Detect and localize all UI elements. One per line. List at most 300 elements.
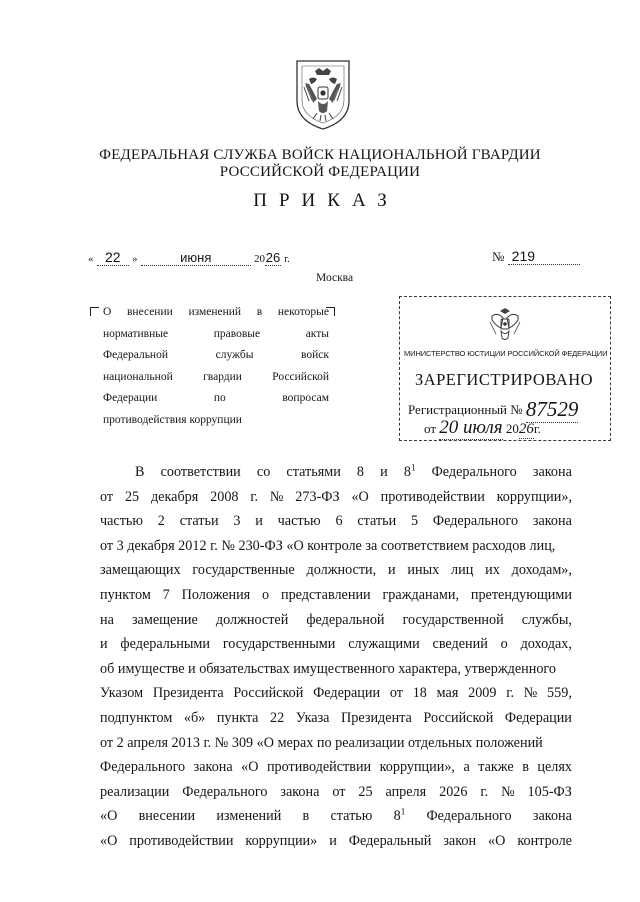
body-word-text: Положения xyxy=(181,586,251,603)
body-word xyxy=(388,558,396,583)
body-word xyxy=(295,485,339,510)
body-word xyxy=(485,558,500,583)
body-word-text: № xyxy=(269,488,284,505)
body-word xyxy=(331,804,373,829)
body-word-text: «О xyxy=(100,808,118,825)
stamp-from-label: от xyxy=(424,421,437,436)
subject-line xyxy=(103,302,329,324)
coat-of-arms-icon xyxy=(291,57,355,131)
body-word xyxy=(524,681,538,706)
date-quote-open: « xyxy=(88,253,94,265)
body-word-text: Указа xyxy=(295,709,330,726)
body-word-text: от 3 декабря 2012 г. № 230-ФЗ «О контроле за соответствием расходов лиц, xyxy=(100,537,556,554)
subject-word: гвардии xyxy=(203,370,242,383)
body-word xyxy=(385,780,426,805)
body-word-text: закона xyxy=(193,759,233,776)
body-word-text: а xyxy=(463,759,470,776)
order-date xyxy=(88,249,290,266)
body-word xyxy=(267,755,371,780)
body-word-text: претендующими xyxy=(470,586,572,603)
body-word xyxy=(488,829,505,854)
body-word xyxy=(426,804,511,829)
body-word xyxy=(357,509,396,534)
body-word xyxy=(394,804,406,829)
number-prefix: № xyxy=(492,249,505,264)
body-word xyxy=(192,558,294,583)
body-word xyxy=(432,460,517,485)
body-word-text: 8 xyxy=(356,464,365,480)
body-word xyxy=(533,509,572,534)
body-word-text: и xyxy=(329,832,337,849)
body-word-text: 7 xyxy=(162,586,170,603)
body-word-text: от xyxy=(100,488,114,505)
subject-line xyxy=(103,345,329,367)
body-word-text: 8 xyxy=(403,464,411,480)
body-word xyxy=(413,681,427,706)
body-word xyxy=(233,681,303,706)
body-word-text: контроле xyxy=(517,832,572,849)
body-line xyxy=(100,632,572,657)
body-word-text: в xyxy=(522,759,529,776)
body-word-text: г. xyxy=(480,783,489,800)
body-word-text: г. xyxy=(506,685,514,702)
body-word xyxy=(120,632,210,657)
date-year-prefix: 20 xyxy=(254,253,265,265)
body-word xyxy=(463,755,469,780)
body-word xyxy=(329,829,337,854)
body-word-text: государственной xyxy=(402,611,504,628)
body-word xyxy=(151,485,198,510)
body-word-text: «О xyxy=(488,832,506,849)
body-word xyxy=(216,804,281,829)
superscript: 1 xyxy=(400,806,406,817)
body-word xyxy=(100,534,555,559)
body-line xyxy=(100,706,572,731)
subject-word: О xyxy=(103,306,112,318)
body-word-text: противодействии xyxy=(266,759,372,776)
body-word-text: «О xyxy=(351,488,369,505)
body-line xyxy=(100,583,572,608)
body-word-text: об имуществе и обязательствах имущественного характера, утвержденного xyxy=(100,660,556,677)
body-word-text: «б» xyxy=(183,709,206,726)
body-word xyxy=(468,681,496,706)
body-word xyxy=(528,780,572,805)
body-word xyxy=(506,681,514,706)
subject-line xyxy=(103,388,329,410)
body-word xyxy=(217,706,259,731)
subject-word: службы xyxy=(215,349,254,362)
body-word-text: Российской xyxy=(233,685,304,702)
body-word xyxy=(250,485,258,510)
body-word-text: внесении xyxy=(138,808,196,825)
body-word xyxy=(100,558,181,583)
body-word xyxy=(480,780,488,805)
body-word xyxy=(280,780,319,805)
subject-line xyxy=(103,367,329,389)
body-word xyxy=(100,706,172,731)
body-line xyxy=(100,681,572,706)
order-subject xyxy=(103,302,329,432)
body-word xyxy=(512,558,572,583)
body-word-text: закон xyxy=(443,832,477,849)
body-word-text: Федерации xyxy=(504,709,572,726)
body-word xyxy=(184,706,205,731)
body-word xyxy=(100,632,108,657)
body-word xyxy=(132,608,198,633)
body-word xyxy=(443,829,476,854)
body-word-text: их xyxy=(485,562,500,579)
subject-word: Российской xyxy=(272,370,329,383)
body-word-text: № xyxy=(523,685,538,702)
subject-line xyxy=(103,410,329,432)
body-line xyxy=(100,829,572,854)
body-word xyxy=(357,460,364,485)
body-word-text: со xyxy=(256,464,271,480)
body-word xyxy=(257,460,270,485)
stamp-year-suffix: г. xyxy=(533,421,541,436)
body-word-text: и xyxy=(388,562,396,579)
body-word-text: службы, xyxy=(521,611,572,628)
stamp-year-prefix: 20 xyxy=(505,421,519,436)
body-word-text: закона xyxy=(532,808,572,825)
body-word-text: «О xyxy=(241,759,259,776)
subject-line xyxy=(103,324,329,346)
body-word xyxy=(194,755,233,780)
body-word xyxy=(521,632,572,657)
body-word-text: коррупции», xyxy=(379,759,455,776)
body-word xyxy=(281,583,371,608)
body-word-text: доходам», xyxy=(511,562,572,579)
body-word-text: 559, xyxy=(547,685,572,702)
body-word-text: Федерального xyxy=(431,464,517,480)
body-word-text: частью xyxy=(277,513,321,530)
body-word xyxy=(158,509,165,534)
body-word xyxy=(382,583,459,608)
body-word xyxy=(241,755,258,780)
body-word-text: коррупции» xyxy=(245,832,318,849)
date-quote-close: » xyxy=(132,253,138,265)
body-word xyxy=(537,755,572,780)
body-line xyxy=(100,485,572,510)
body-line xyxy=(100,731,572,756)
body-word-text: Президента xyxy=(341,709,412,726)
body-word-text: противодействии xyxy=(129,832,234,849)
body-word xyxy=(216,608,288,633)
superscript: 1 xyxy=(410,462,416,473)
body-word xyxy=(100,731,543,756)
body-word-text: коррупции», xyxy=(496,488,572,505)
body-word-text: г. xyxy=(250,488,259,505)
body-word-text: противодействии xyxy=(380,488,485,505)
order-body xyxy=(100,460,572,854)
body-word xyxy=(223,632,336,657)
subject-word: противодействия коррупции xyxy=(103,413,242,426)
body-word-text: и xyxy=(380,464,388,480)
body-word xyxy=(296,706,330,731)
subject-word: в xyxy=(256,306,263,318)
body-word-text: должностей xyxy=(215,611,289,628)
body-word xyxy=(505,706,572,731)
subject-word: некоторые xyxy=(277,306,329,318)
body-word xyxy=(163,583,170,608)
body-word-text: федеральной xyxy=(306,611,385,628)
body-word-text: статьи xyxy=(357,513,397,530)
body-word xyxy=(381,485,485,510)
body-word xyxy=(182,583,251,608)
body-word xyxy=(100,583,151,608)
body-word xyxy=(180,509,219,534)
body-word xyxy=(153,681,224,706)
body-word-text: государственные xyxy=(192,562,295,579)
body-word xyxy=(433,632,488,657)
body-word-text: статьи xyxy=(179,513,219,530)
body-line xyxy=(100,558,572,583)
body-word-text: доходах, xyxy=(520,636,572,653)
body-word-text: 8 xyxy=(393,808,401,825)
body-word-text: пункта xyxy=(216,709,259,726)
body-word xyxy=(139,804,196,829)
body-word xyxy=(100,509,143,534)
body-word xyxy=(522,608,572,633)
body-word xyxy=(129,829,233,854)
body-word-text: и xyxy=(255,513,263,530)
body-word xyxy=(403,608,504,633)
body-word xyxy=(335,509,342,534)
body-word-text: лиц xyxy=(451,562,474,579)
body-word-text: 273-ФЗ xyxy=(295,488,340,505)
body-line xyxy=(100,534,572,559)
body-word xyxy=(501,632,508,657)
body-word xyxy=(182,780,267,805)
body-word xyxy=(351,485,368,510)
body-word xyxy=(341,706,412,731)
stamp-date xyxy=(424,417,541,440)
body-word xyxy=(332,780,345,805)
body-word-text: от 2 апреля 2013 г. № 309 «О мерах по реализации отдельных положений xyxy=(100,734,543,751)
body-word xyxy=(233,509,240,534)
stamp-year-handwritten: 26 xyxy=(518,421,534,437)
body-line xyxy=(100,460,572,485)
subject-word: изменений xyxy=(188,306,242,318)
city-name: Москва xyxy=(316,272,354,284)
subject-word: правовые xyxy=(213,327,261,340)
subject-word: внесении xyxy=(126,306,173,318)
body-word xyxy=(125,485,139,510)
body-word xyxy=(358,780,372,805)
body-word-text: 22 xyxy=(270,709,285,726)
stamp-coat-of-arms-icon xyxy=(484,304,526,346)
date-year-label: г. xyxy=(284,254,290,265)
body-word xyxy=(411,509,418,534)
agency-name-line1: ФЕДЕРАЛЬНАЯ СЛУЖБА ВОЙСК НАЦИОНАЛЬНОЙ ГВАРДИИ xyxy=(99,147,541,163)
body-line xyxy=(100,755,572,780)
subject-word: акты xyxy=(305,327,329,340)
body-word-text: Федерального xyxy=(100,759,186,776)
subject-word: Федеральной xyxy=(103,349,168,362)
body-word-text: Федерации xyxy=(313,685,381,702)
body-word-text: замещение xyxy=(131,611,198,628)
body-word xyxy=(497,485,572,510)
body-word xyxy=(100,804,117,829)
body-word xyxy=(404,460,416,485)
body-word-text: 5 xyxy=(411,513,419,530)
body-line xyxy=(100,509,572,534)
date-month: июня xyxy=(141,250,251,266)
body-line xyxy=(100,608,572,633)
body-word-text: 2 xyxy=(157,513,165,530)
body-word-text: о xyxy=(262,586,270,603)
body-word-text: служащими xyxy=(348,636,420,653)
body-word-text: В xyxy=(135,464,145,480)
body-word xyxy=(100,755,185,780)
body-word xyxy=(433,509,518,534)
body-word-text: частью xyxy=(100,513,143,530)
body-word-text: Федерального xyxy=(182,783,268,800)
subject-word: национальной xyxy=(103,370,173,383)
body-word-text: 2008 xyxy=(210,488,239,505)
body-line xyxy=(100,804,572,829)
body-word-text: 3 xyxy=(233,513,241,530)
body-word xyxy=(533,460,572,485)
date-year-suffix: 26 xyxy=(265,250,281,265)
body-word xyxy=(100,485,113,510)
subject-word: нормативные xyxy=(103,327,169,340)
body-word xyxy=(471,583,572,608)
body-word xyxy=(533,804,572,829)
body-word xyxy=(380,460,388,485)
body-word-text: также xyxy=(478,759,514,776)
body-word-text: закона xyxy=(532,464,572,480)
subject-word: по xyxy=(213,392,226,405)
document-type-title: ПРИКАЗ xyxy=(253,190,399,211)
body-word xyxy=(303,804,310,829)
stamp-date-handwritten: 20 июля xyxy=(439,417,503,438)
body-word-text: и xyxy=(100,636,108,653)
body-word-text: иных xyxy=(407,562,440,579)
body-word xyxy=(210,485,238,510)
body-word-text: реализации xyxy=(100,783,170,800)
body-word-text: 6 xyxy=(335,513,343,530)
body-word xyxy=(307,558,377,583)
body-word-text: замещающих xyxy=(100,562,181,579)
body-word xyxy=(390,681,403,706)
body-word-text: пунктом xyxy=(100,586,151,603)
body-word xyxy=(407,558,439,583)
body-word xyxy=(451,558,473,583)
body-word-text: Российской xyxy=(423,709,494,726)
body-word xyxy=(348,632,419,657)
body-word-text: мая xyxy=(436,685,459,702)
date-day: 22 xyxy=(97,249,129,266)
body-word xyxy=(270,485,284,510)
body-word-text: 18 xyxy=(412,685,427,702)
body-word xyxy=(100,681,143,706)
body-word-text: статьями xyxy=(286,464,341,480)
body-word-text: декабря xyxy=(150,488,199,505)
stamp-reg-number: 87529 xyxy=(525,397,579,421)
body-word xyxy=(517,829,572,854)
subject-word: Федерации xyxy=(103,392,158,405)
body-word-text: закона xyxy=(532,513,572,530)
stamp-reg-label: Регистрационный № xyxy=(408,402,523,417)
body-word xyxy=(245,829,317,854)
agency-name-line2: РОССИЙСКОЙ ФЕДЕРАЦИИ xyxy=(219,164,421,180)
body-word-text: закона xyxy=(280,783,320,800)
body-word-text: целях xyxy=(537,759,572,776)
body-word xyxy=(270,706,284,731)
body-word-text: апреля xyxy=(385,783,427,800)
body-word-text: в xyxy=(302,808,310,825)
body-word-text: № xyxy=(501,783,515,800)
body-word-text: от xyxy=(332,783,346,800)
body-word-text: должности, xyxy=(306,562,377,579)
body-word-text: на xyxy=(100,611,114,628)
body-word xyxy=(262,583,269,608)
body-word-text: Указом xyxy=(100,685,144,702)
body-word-text: представлении xyxy=(280,586,371,603)
body-word xyxy=(478,755,513,780)
body-word-text: 105-ФЗ xyxy=(527,783,572,800)
stamp-ministry-name: МИНИСТЕРСТВО ЮСТИЦИИ РОССИЙСКОЙ ФЕДЕРАЦИИ xyxy=(404,349,608,358)
body-word xyxy=(547,681,572,706)
body-word-text: соответствии xyxy=(160,464,241,480)
body-word-text: Президента xyxy=(152,685,224,702)
body-word-text: статью xyxy=(330,808,373,825)
subject-word: войск xyxy=(301,349,329,362)
body-word xyxy=(161,460,241,485)
body-word xyxy=(100,780,169,805)
body-word xyxy=(437,681,459,706)
body-line xyxy=(100,657,572,682)
body-word-text: Федеральный xyxy=(348,832,432,849)
body-word xyxy=(100,608,114,633)
subject-word: вопросам xyxy=(282,392,329,405)
body-word xyxy=(501,780,515,805)
stamp-title: ЗАРЕГИСТРИРОВАНО xyxy=(414,370,594,389)
body-word-text: Федерального xyxy=(432,513,519,530)
body-word xyxy=(313,681,380,706)
body-word-text: подпунктом xyxy=(100,709,173,726)
body-word-text: изменений xyxy=(216,808,282,825)
body-word xyxy=(286,460,340,485)
body-word xyxy=(255,509,263,534)
body-word-text: сведений xyxy=(432,636,488,653)
body-word xyxy=(306,608,384,633)
body-word xyxy=(278,509,321,534)
body-word-text: от xyxy=(389,685,403,702)
body-word-text: Федерального xyxy=(426,808,512,825)
body-word-text: «О xyxy=(100,832,118,849)
body-word-text: 2009 xyxy=(468,685,497,702)
subject-bracket-left xyxy=(90,307,99,316)
body-word-text: 25 xyxy=(124,488,140,505)
body-word-text: о xyxy=(500,636,508,653)
body-word-text: 25 xyxy=(358,783,373,800)
body-word xyxy=(135,460,144,485)
body-line xyxy=(100,780,572,805)
body-word xyxy=(100,657,556,682)
body-word xyxy=(349,829,432,854)
order-number xyxy=(492,248,580,265)
body-word xyxy=(439,780,467,805)
body-word-text: 2026 xyxy=(439,783,468,800)
body-word-text: федеральными xyxy=(120,636,211,653)
body-word xyxy=(423,706,493,731)
body-word xyxy=(522,755,529,780)
body-word xyxy=(100,829,117,854)
body-word-text: гражданами, xyxy=(382,586,460,603)
body-word xyxy=(380,755,455,780)
